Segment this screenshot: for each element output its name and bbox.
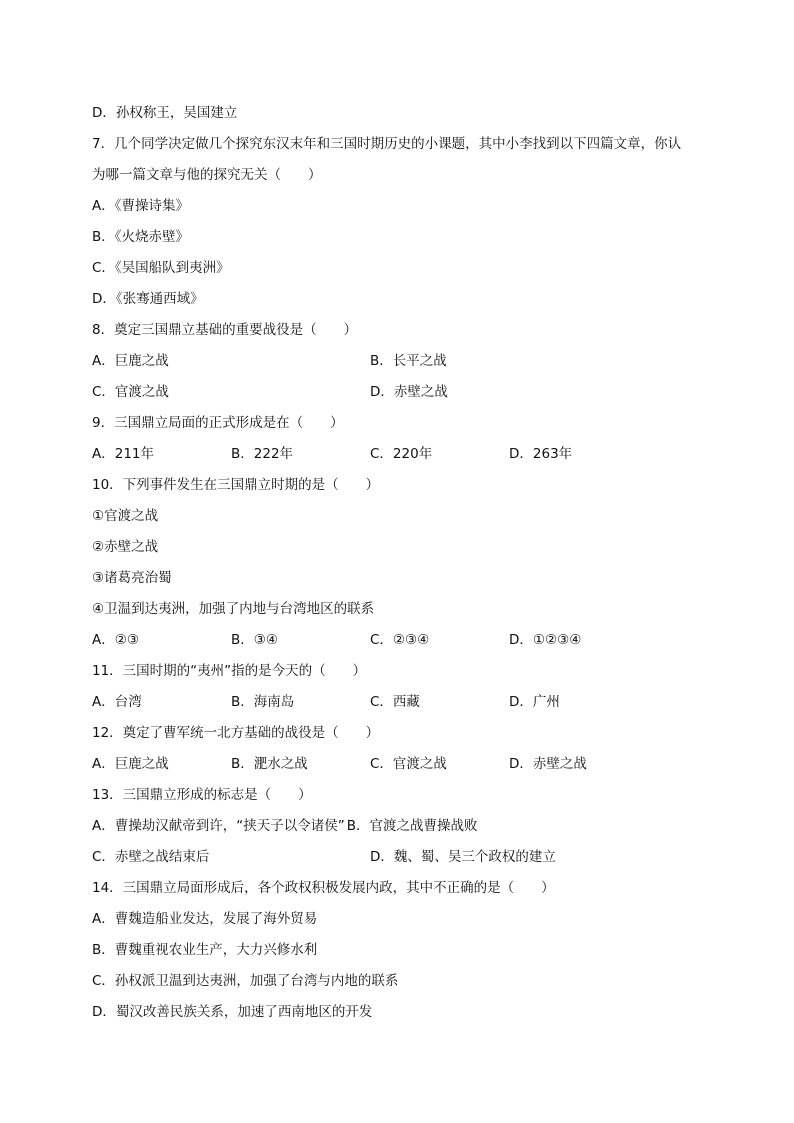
q9-option-d: D．263年 [509, 446, 573, 462]
q7-option-b: B．《火烧赤壁》 [92, 229, 190, 245]
q8-options-row2 [92, 377, 734, 408]
q14-option-d: D．蜀汉改善民族关系，加速了西南地区的开发 [92, 1004, 373, 1020]
q10-option-b: B．③④ [231, 632, 278, 648]
q10-item-3: ③诸葛亮治蜀 [92, 570, 172, 586]
q11-option-d: D．广州 [509, 694, 560, 710]
q11-stem: 11．三国时期的“夷州”指的是今天的（ ） [92, 663, 367, 679]
q10-item-4: ④卫温到达夷洲，加强了内地与台湾地区的联系 [92, 601, 375, 617]
q14-option-a: A．曹魏造船业发达，发展了海外贸易 [92, 911, 318, 927]
q10-options [92, 625, 734, 656]
q11-option-c: C．西藏 [370, 694, 420, 710]
q14-stem: 14．三国鼎立局面形成后，各个政权积极发展内政，其中不正确的是（ ） [92, 880, 555, 896]
q10-option-d: D．①②③④ [509, 632, 582, 648]
q8-option-a: A．巨鹿之战 [92, 353, 169, 369]
q12-options [92, 749, 734, 780]
q8-option-c: C．官渡之战 [92, 384, 169, 400]
q10-item-2: ②赤壁之战 [92, 539, 159, 555]
q13-option-c: C．赤壁之战结束后 [92, 849, 210, 865]
q7-stem-line2: 为哪一篇文章与他的探究无关（ ） [92, 167, 322, 183]
q9-option-a: A．211年 [92, 446, 155, 462]
q9-option-b: B．222年 [231, 446, 294, 462]
q12-stem: 12．奠定了曹军统一北方基础的战役是（ ） [92, 725, 380, 741]
q9-stem: 9．三国鼎立局面的正式形成是在（ ） [92, 415, 344, 431]
q11-option-b: B．海南岛 [231, 694, 295, 710]
q7-option-a: A．《曹操诗集》 [92, 198, 189, 214]
q11-options [92, 687, 734, 718]
q14-option-c: C．孙权派卫温到达夷洲，加强了台湾与内地的联系 [92, 973, 399, 989]
q7-stem-line1: 7．几个同学决定做几个探究东汉末年和三国时期历史的小课题，其中小李找到以下四篇文章，你认 [92, 136, 682, 152]
q9-option-c: C．220年 [370, 446, 433, 462]
q14-option-b: B．曹魏重视农业生产，大力兴修水利 [92, 942, 318, 958]
q8-option-d: D．赤壁之战 [370, 384, 448, 400]
q12-option-d: D．赤壁之战 [509, 756, 587, 772]
q7-option-c: C．《吴国船队到夷洲》 [92, 260, 230, 276]
q10-option-c: C．②③④ [370, 632, 430, 648]
q8-options-row1 [92, 346, 734, 377]
q13-option-a: A．曹操劫汉献帝到许，“挟天子以令诸侯” [92, 818, 345, 834]
q11-option-a: A．台湾 [92, 694, 142, 710]
q12-option-a: A．巨鹿之战 [92, 756, 169, 772]
q13-option-b: B．官渡之战曹操战败 [346, 818, 478, 834]
q13-options-row1 [92, 811, 734, 842]
q12-option-b: B．淝水之战 [231, 756, 308, 772]
q10-item-1: ①官渡之战 [92, 508, 159, 524]
q10-option-a: A．②③ [92, 632, 139, 648]
q8-option-b: B．长平之战 [370, 353, 447, 369]
q13-option-d: D．魏、蜀、吴三个政权的建立 [370, 849, 556, 865]
q13-options-row2 [92, 842, 734, 873]
q7-option-d: D．《张骞通西域》 [92, 291, 204, 307]
q8-stem: 8．奠定三国鼎立基础的重要战役是（ ） [92, 322, 358, 338]
q9-options [92, 439, 734, 470]
q10-stem: 10．下列事件发生在三国鼎立时期的是（ ） [92, 477, 380, 493]
q12-option-c: C．官渡之战 [370, 756, 447, 772]
prev-option-d: D．孙权称王，吴国建立 [92, 105, 238, 121]
q13-stem: 13．三国鼎立形成的标志是（ ） [92, 787, 312, 803]
